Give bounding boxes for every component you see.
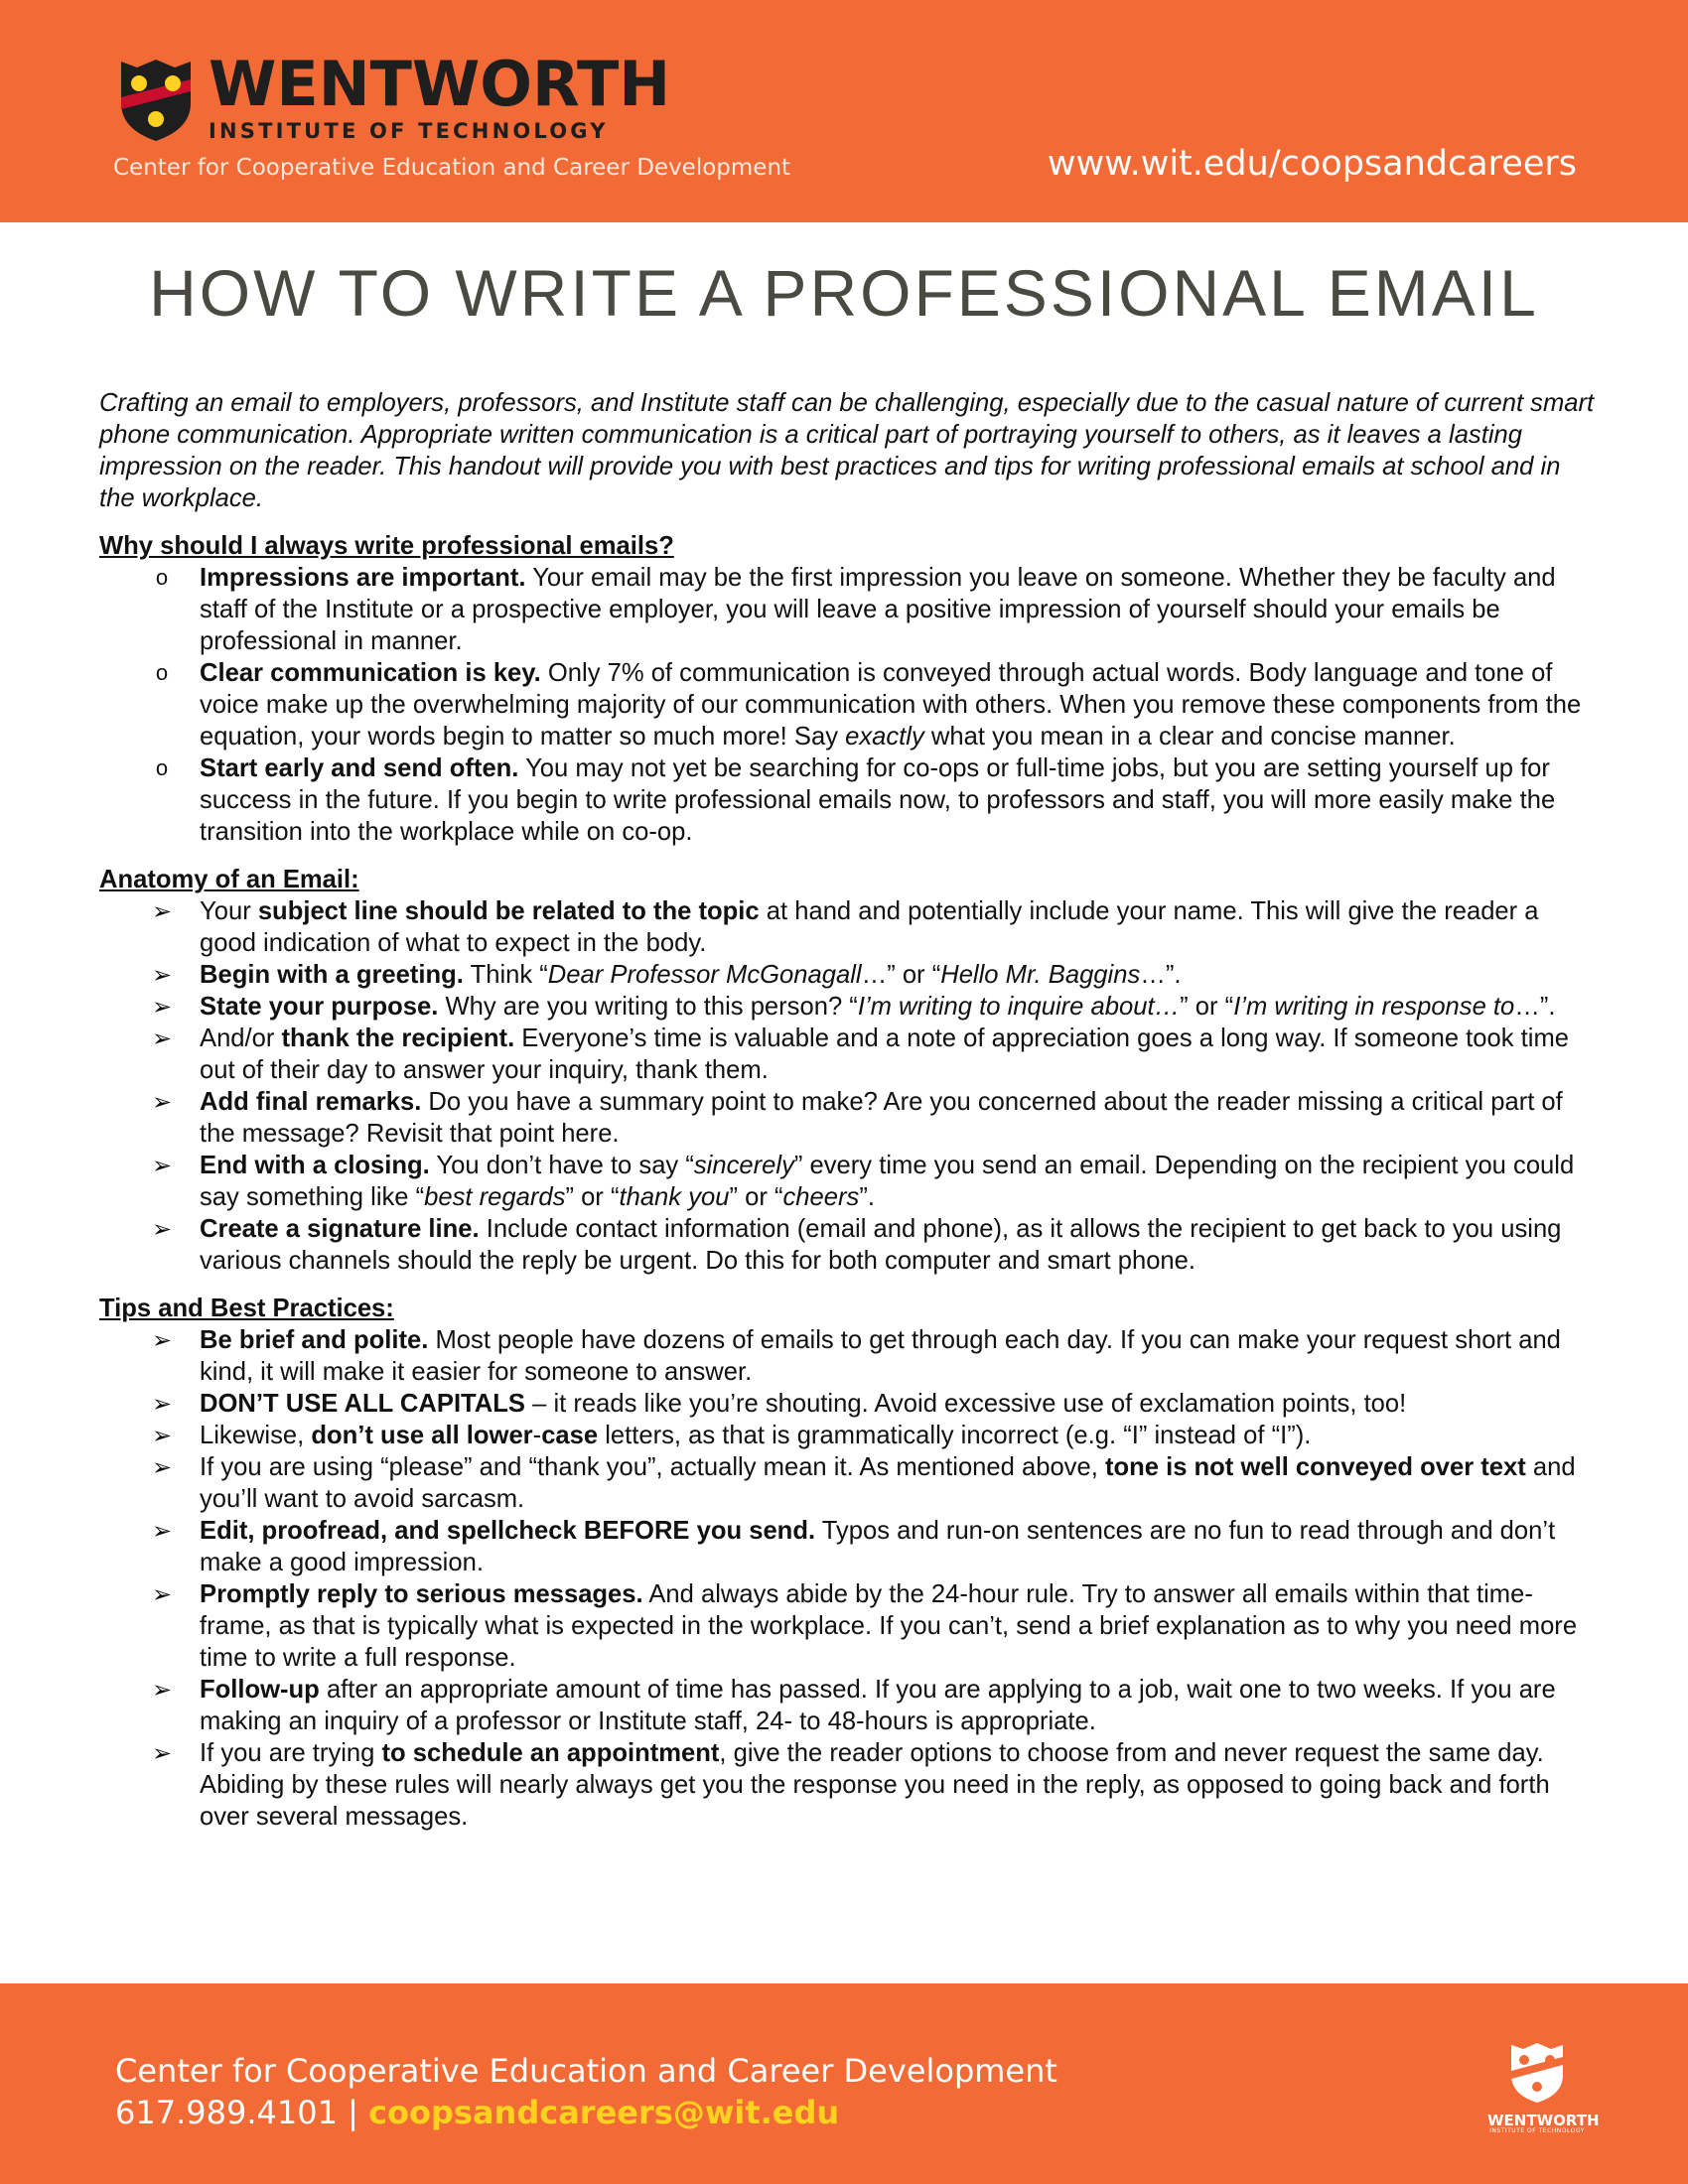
- circle-bullet-icon: o: [155, 660, 169, 685]
- list-item: ➢ Edit, proofread, and spellcheck BEFORE you send. Typos and run-on sentences are no fun to read through and don’t make a good impression.: [99, 1515, 1599, 1578]
- arrow-bullet-icon: ➢: [151, 1088, 173, 1116]
- arrow-bullet-icon: ➢: [151, 1024, 173, 1052]
- list-item: ➢ Be brief and polite. Most people have dozens of emails to get through each day. If you can make your request short and kind, it will make it easier for someone to answer.: [99, 1324, 1599, 1388]
- logo-wordmark: WENTWORTH: [209, 48, 671, 120]
- intro-paragraph: Crafting an email to employers, professors, and Institute staff can be challenging, especially due to the casual nature of current smart phone communication. Appropriate written communication is a critical part of portraying yourself to others, as it leaves a lasting impression on the reader. This handout will provide you with best practices and tips for writing professional emails at school and in the workplace.: [99, 389, 1595, 512]
- section-heading-anatomy: Anatomy of an Email:: [99, 866, 359, 893]
- arrow-bullet-icon: ➢: [151, 1390, 173, 1418]
- list-item: ➢ If you are trying to schedule an appointment, give the reader options to choose from and never request the same day. Abiding by these rules will nearly always get you the response you need in the reply, as opposed to going back and forth over several messages.: [99, 1737, 1599, 1833]
- document-body: [99, 387, 1599, 1848]
- list-item: o Clear communication is key. Only 7% of communication is conveyed through actual words. Body language and tone of voice make up the overwhelming majority of our communication with others. When you remove these components from the equation, your words begin to matter so much more! Say exactly what you mean in a clear and concise manner.: [99, 657, 1599, 752]
- arrow-bullet-icon: ➢: [151, 1326, 173, 1354]
- footer-separator: |: [337, 2094, 369, 2131]
- footer-logo: [1487, 2041, 1600, 2134]
- anatomy-list: [99, 895, 1599, 1277]
- arrow-bullet-icon: ➢: [151, 1453, 173, 1481]
- list-item: o Start early and send often. You may not yet be searching for co-ops or full-time jobs, but you are setting yourself up for success in the future. If you begin to write professional emails now, to professors and staff, you will more easily make the transition into the workplace while on co-op.: [99, 752, 1599, 848]
- footer-center-name: Center for Cooperative Education and Career Development: [115, 2052, 1057, 2090]
- list-item: ➢ Add final remarks. Do you have a summary point to make? Are you concerned about the reader missing a critical part of the message? Revisit that point here.: [99, 1086, 1599, 1150]
- arrow-bullet-icon: ➢: [151, 897, 173, 925]
- list-item: ➢ Promptly reply to serious messages. And always abide by the 24-hour rule. Try to answer all emails within that time-frame, as that is typically what is expected in the workplace. If you can’t, send a brief explanation as to why you need more time to write a full response.: [99, 1578, 1599, 1674]
- footer-email-link[interactable]: coopsandcareers@wit.edu: [368, 2094, 840, 2131]
- footer-logo-wordmark: WENTWORTH: [1487, 2112, 1600, 2129]
- list-item: ➢ Begin with a greeting. Think “Dear Professor McGonagall…” or “Hello Mr. Baggins…”.: [99, 959, 1599, 991]
- wentworth-shield-logo: [117, 58, 195, 143]
- list-item: ➢ State your purpose. Why are you writing to this person? “I’m writing to inquire about…” or “I’m writing in response to…”.: [99, 991, 1599, 1023]
- list-item: ➢ DON’T USE ALL CAPITALS – it reads like you’re shouting. Avoid excessive use of exclamation points, too!: [99, 1388, 1599, 1420]
- arrow-bullet-icon: ➢: [151, 993, 173, 1021]
- page-title: HOW TO WRITE A PROFESSIONAL EMAIL: [149, 256, 1539, 330]
- arrow-bullet-icon: ➢: [151, 1580, 173, 1608]
- list-item: ➢ And/or thank the recipient. Everyone’s time is valuable and a note of appreciation goes a long way. If someone took time out of their day to answer your inquiry, thank them.: [99, 1023, 1599, 1086]
- arrow-bullet-icon: ➢: [151, 1739, 173, 1767]
- list-item: ➢ Follow-up after an appropriate amount of time has passed. If you are applying to a job, wait one to two weeks. If you are making an inquiry of a professor or Institute staff, 24- to 48-hours is appropriate.: [99, 1674, 1599, 1737]
- circle-bullet-icon: o: [155, 755, 169, 780]
- footer-shield-icon: [1507, 2041, 1567, 2105]
- why-list: [99, 562, 1599, 848]
- arrow-bullet-icon: ➢: [151, 1152, 173, 1179]
- footer-contact: [115, 2094, 840, 2131]
- list-item: ➢ Your subject line should be related to the topic at hand and potentially include your name. This will give the reader a good indication of what to expect in the body.: [99, 895, 1599, 959]
- arrow-bullet-icon: ➢: [151, 1215, 173, 1243]
- circle-bullet-icon: o: [155, 565, 169, 590]
- list-item: o Impressions are important. Your email may be the first impression you leave on someone. Whether they be faculty and staff of the Institute or a prospective employer, you will leave a positive impression of yourself should your emails be professional in manner.: [99, 562, 1599, 657]
- tips-list: [99, 1324, 1599, 1833]
- section-heading-why: Why should I always write professional emails?: [99, 532, 674, 560]
- list-item: ➢ End with a closing. You don’t have to say “sincerely” every time you send an email. Depending on the recipient you could say something like “best regards” or “thank you” or “cheers”.: [99, 1150, 1599, 1213]
- arrow-bullet-icon: ➢: [151, 1676, 173, 1704]
- footer-logo-subtitle: INSTITUTE OF TECHNOLOGY: [1489, 2127, 1585, 2134]
- list-item: ➢ If you are using “please” and “thank you”, actually mean it. As mentioned above, tone is not well conveyed over text and you’ll want to avoid sarcasm.: [99, 1451, 1599, 1515]
- logo-subtitle: INSTITUTE OF TECHNOLOGY: [209, 119, 609, 143]
- arrow-bullet-icon: ➢: [151, 1422, 173, 1449]
- footer-phone: 617.989.4101: [115, 2094, 338, 2131]
- list-item: ➢ Create a signature line. Include contact information (email and phone), as it allows the recipient to get back to you using various channels should the reply be urgent. Do this for both computer and smart phone.: [99, 1213, 1599, 1277]
- arrow-bullet-icon: ➢: [151, 961, 173, 989]
- section-heading-tips: Tips and Best Practices:: [99, 1295, 394, 1322]
- header-center-name: Center for Cooperative Education and Career Development: [113, 155, 791, 181]
- list-item: ➢ Likewise, don’t use all lower-case letters, as that is grammatically incorrect (e.g. “I” instead of “I”).: [99, 1420, 1599, 1451]
- header-url-link[interactable]: www.wit.edu/coopsandcareers: [1047, 144, 1577, 184]
- arrow-bullet-icon: ➢: [151, 1517, 173, 1545]
